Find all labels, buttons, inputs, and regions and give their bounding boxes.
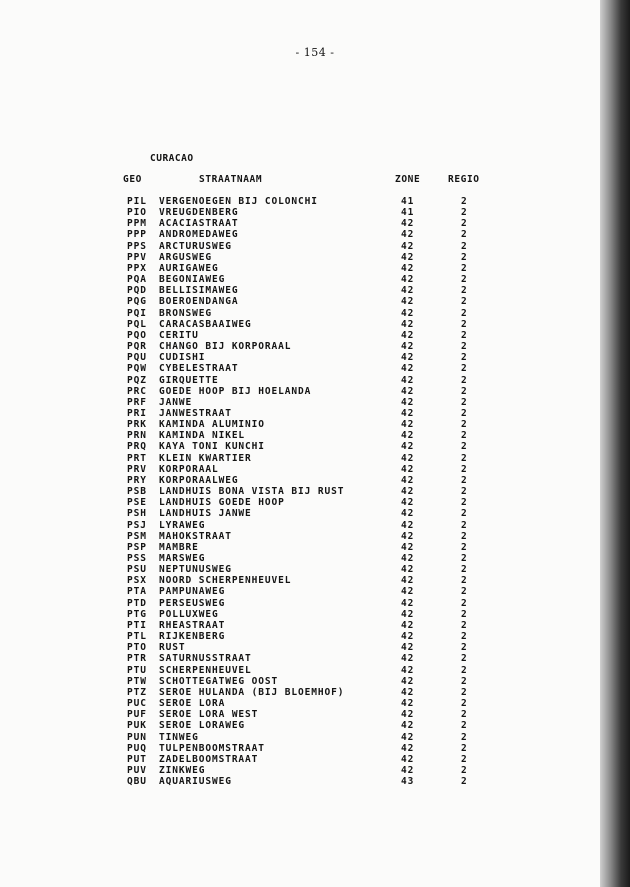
regio-cell: 2 <box>461 586 468 598</box>
table-row <box>0 754 600 765</box>
table-row <box>0 207 600 218</box>
table-row <box>0 196 600 207</box>
street-name-cell: CYBELESTRAAT <box>159 363 239 375</box>
regio-cell: 2 <box>461 541 468 553</box>
zone-cell: 42 <box>401 709 415 721</box>
geo-cell: PUF <box>127 709 147 721</box>
zone-cell: 42 <box>401 742 415 754</box>
street-table <box>0 196 600 787</box>
street-name-cell: LANDHUIS GOEDE HOOP <box>159 497 285 509</box>
zone-cell: 42 <box>401 541 415 553</box>
regio-cell: 2 <box>461 385 468 397</box>
regio-cell: 2 <box>461 441 468 453</box>
table-row <box>0 553 600 564</box>
table-row <box>0 631 600 642</box>
street-name-cell: VREUGDENBERG <box>159 207 239 219</box>
geo-cell: PUC <box>127 698 147 710</box>
zone-cell: 42 <box>401 474 415 486</box>
geo-cell: PRI <box>127 407 147 419</box>
table-row <box>0 375 600 386</box>
geo-cell: PUN <box>127 731 147 743</box>
street-name-cell: CHANGO BIJ KORPORAAL <box>159 341 292 353</box>
geo-cell: PQL <box>127 318 147 330</box>
geo-cell: PTW <box>127 675 147 687</box>
regio-cell: 2 <box>461 631 468 643</box>
zone-cell: 42 <box>401 608 415 620</box>
street-name-cell: TULPENBOOMSTRAAT <box>159 742 265 754</box>
geo-cell: PQU <box>127 352 147 364</box>
table-row <box>0 586 600 597</box>
geo-cell: PRY <box>127 474 147 486</box>
street-name-cell: SATURNUSSTRAAT <box>159 653 252 665</box>
regio-cell: 2 <box>461 274 468 286</box>
table-row <box>0 676 600 687</box>
regio-cell: 2 <box>461 653 468 665</box>
table-row <box>0 687 600 698</box>
street-name-cell: TINWEG <box>159 731 199 743</box>
regio-cell: 2 <box>461 575 468 587</box>
geo-cell: PSP <box>127 541 147 553</box>
table-row <box>0 508 600 519</box>
geo-cell: PUV <box>127 764 147 776</box>
geo-cell: PUQ <box>127 742 147 754</box>
street-name-cell: RUST <box>159 642 186 654</box>
regio-cell: 2 <box>461 430 468 442</box>
zone-cell: 42 <box>401 597 415 609</box>
zone-cell: 42 <box>401 486 415 498</box>
geo-cell: PQG <box>127 296 147 308</box>
table-row <box>0 575 600 586</box>
street-name-cell: KAMINDA NIKEL <box>159 430 246 442</box>
geo-cell: PPV <box>127 251 147 263</box>
street-name-cell: KAMINDA ALUMINIO <box>159 419 265 431</box>
regio-cell: 2 <box>461 776 468 788</box>
zone-cell: 42 <box>401 530 415 542</box>
street-name-cell: ANDROMEDAWEG <box>159 229 239 241</box>
table-row <box>0 386 600 397</box>
table-row <box>0 642 600 653</box>
table-row <box>0 330 600 341</box>
zone-cell: 42 <box>401 686 415 698</box>
street-name-cell: PAMPUNAWEG <box>159 586 226 598</box>
table-row <box>0 776 600 787</box>
geo-cell: PIL <box>127 196 147 207</box>
street-name-cell: GIRQUETTE <box>159 374 219 386</box>
geo-cell: PTG <box>127 608 147 620</box>
table-row <box>0 397 600 408</box>
street-name-cell: SCHERPENHEUVEL <box>159 664 252 676</box>
geo-cell: PTD <box>127 597 147 609</box>
table-row <box>0 743 600 754</box>
street-name-cell: CUDISHI <box>159 352 206 364</box>
geo-cell: PSB <box>127 486 147 498</box>
street-name-cell: ARGUSWEG <box>159 251 212 263</box>
section-title: CURACAO <box>150 153 194 164</box>
street-name-cell: BEGONIAWEG <box>159 274 226 286</box>
regio-cell: 2 <box>461 329 468 341</box>
street-name-cell: CERITU <box>159 329 199 341</box>
regio-cell: 2 <box>461 519 468 531</box>
street-name-cell: ZINKWEG <box>159 764 206 776</box>
street-name-cell: SCHOTTEGATWEG OOST <box>159 675 279 687</box>
street-name-cell: ACACIASTRAAT <box>159 218 239 230</box>
geo-cell: PRC <box>127 385 147 397</box>
zone-cell: 42 <box>401 262 415 274</box>
table-row <box>0 709 600 720</box>
zone-cell: 42 <box>401 463 415 475</box>
zone-cell: 41 <box>401 207 415 219</box>
table-row <box>0 419 600 430</box>
street-name-cell: LANDHUIS JANWE <box>159 508 252 520</box>
geo-cell: PQW <box>127 363 147 375</box>
zone-cell: 42 <box>401 374 415 386</box>
regio-cell: 2 <box>461 474 468 486</box>
table-row <box>0 564 600 575</box>
table-row <box>0 609 600 620</box>
zone-cell: 42 <box>401 396 415 408</box>
table-row <box>0 352 600 363</box>
regio-cell: 2 <box>461 720 468 732</box>
zone-cell: 42 <box>401 385 415 397</box>
zone-cell: 42 <box>401 731 415 743</box>
table-row <box>0 598 600 609</box>
table-row <box>0 341 600 352</box>
geo-cell: PRT <box>127 452 147 464</box>
table-row <box>0 486 600 497</box>
table-row <box>0 263 600 274</box>
geo-cell: PSS <box>127 553 147 564</box>
table-row <box>0 475 600 486</box>
regio-cell: 2 <box>461 396 468 408</box>
table-row <box>0 531 600 542</box>
zone-cell: 42 <box>401 419 415 431</box>
zone-cell: 42 <box>401 497 415 509</box>
street-name-cell: LYRAWEG <box>159 519 206 531</box>
zone-cell: 42 <box>401 508 415 520</box>
street-name-cell: VERGENOEGEN BIJ COLONCHI <box>159 196 318 207</box>
regio-cell: 2 <box>461 452 468 464</box>
street-name-cell: CARACASBAAIWEG <box>159 318 252 330</box>
regio-cell: 2 <box>461 352 468 364</box>
regio-cell: 2 <box>461 753 468 765</box>
geo-cell: PSE <box>127 497 147 509</box>
zone-cell: 42 <box>401 329 415 341</box>
table-row <box>0 765 600 776</box>
street-name-cell: KORPORAAL <box>159 463 219 475</box>
geo-cell: PTU <box>127 664 147 676</box>
zone-cell: 42 <box>401 240 415 252</box>
street-name-cell: KLEIN KWARTIER <box>159 452 252 464</box>
street-name-cell: PERSEUSWEG <box>159 597 226 609</box>
zone-cell: 42 <box>401 631 415 643</box>
geo-cell: PQO <box>127 329 147 341</box>
street-name-cell: BOEROENDANGA <box>159 296 239 308</box>
table-row <box>0 720 600 731</box>
street-name-cell: KAYA TONI KUNCHI <box>159 441 265 453</box>
regio-cell: 2 <box>461 318 468 330</box>
street-name-cell: BRONSWEG <box>159 307 212 319</box>
zone-cell: 42 <box>401 575 415 587</box>
regio-cell: 2 <box>461 374 468 386</box>
geo-cell: PSH <box>127 508 147 520</box>
regio-cell: 2 <box>461 553 468 564</box>
regio-cell: 2 <box>461 564 468 576</box>
regio-cell: 2 <box>461 341 468 353</box>
geo-cell: PPX <box>127 262 147 274</box>
street-name-cell: AURIGAWEG <box>159 262 219 274</box>
street-name-cell: MAMBRE <box>159 541 199 553</box>
table-row <box>0 274 600 285</box>
regio-cell: 2 <box>461 664 468 676</box>
column-header-geo: GEO <box>123 174 142 185</box>
column-header-straatnaam: STRAATNAAM <box>199 174 263 185</box>
zone-cell: 42 <box>401 274 415 286</box>
zone-cell: 42 <box>401 229 415 241</box>
street-name-cell: SEROE LORA <box>159 698 226 710</box>
geo-cell: PRQ <box>127 441 147 453</box>
regio-cell: 2 <box>461 764 468 776</box>
geo-cell: PQA <box>127 274 147 286</box>
zone-cell: 42 <box>401 764 415 776</box>
geo-cell: PTO <box>127 642 147 654</box>
geo-cell: PTI <box>127 619 147 631</box>
geo-cell: PQZ <box>127 374 147 386</box>
zone-cell: 42 <box>401 675 415 687</box>
geo-cell: PPM <box>127 218 147 230</box>
geo-cell: PQR <box>127 341 147 353</box>
table-row <box>0 464 600 475</box>
street-name-cell: LANDHUIS BONA VISTA BIJ RUST <box>159 486 345 498</box>
table-row <box>0 430 600 441</box>
zone-cell: 42 <box>401 753 415 765</box>
zone-cell: 42 <box>401 519 415 531</box>
geo-cell: PRV <box>127 463 147 475</box>
zone-cell: 42 <box>401 441 415 453</box>
street-name-cell: SEROE LORAWEG <box>159 720 246 732</box>
table-row <box>0 698 600 709</box>
regio-cell: 2 <box>461 497 468 509</box>
street-name-cell: NOORD SCHERPENHEUVEL <box>159 575 292 587</box>
table-row <box>0 620 600 631</box>
zone-cell: 42 <box>401 251 415 263</box>
table-row <box>0 665 600 676</box>
regio-cell: 2 <box>461 675 468 687</box>
geo-cell: PRF <box>127 396 147 408</box>
table-row <box>0 497 600 508</box>
street-name-cell: RHEASTRAAT <box>159 619 226 631</box>
street-name-cell: ARCTURUSWEG <box>159 240 232 252</box>
street-name-cell: BELLISIMAWEG <box>159 285 239 297</box>
zone-cell: 42 <box>401 653 415 665</box>
geo-cell: PTL <box>127 631 147 643</box>
regio-cell: 2 <box>461 463 468 475</box>
street-name-cell: JANWESTRAAT <box>159 407 232 419</box>
regio-cell: 2 <box>461 508 468 520</box>
zone-cell: 42 <box>401 664 415 676</box>
zone-cell: 42 <box>401 698 415 710</box>
regio-cell: 2 <box>461 307 468 319</box>
zone-cell: 42 <box>401 430 415 442</box>
zone-cell: 42 <box>401 586 415 598</box>
street-name-cell: SEROE HULANDA (BIJ BLOEMHOF) <box>159 686 345 698</box>
regio-cell: 2 <box>461 686 468 698</box>
street-name-cell: RIJKENBERG <box>159 631 226 643</box>
street-name-cell: POLLUXWEG <box>159 608 219 620</box>
regio-cell: 2 <box>461 619 468 631</box>
zone-cell: 42 <box>401 564 415 576</box>
regio-cell: 2 <box>461 742 468 754</box>
table-row <box>0 218 600 229</box>
geo-cell: PQI <box>127 307 147 319</box>
table-row <box>0 241 600 252</box>
geo-cell: PRN <box>127 430 147 442</box>
table-row <box>0 285 600 296</box>
regio-cell: 2 <box>461 530 468 542</box>
table-row <box>0 296 600 307</box>
geo-cell: PQD <box>127 285 147 297</box>
regio-cell: 2 <box>461 240 468 252</box>
street-name-cell: SEROE LORA WEST <box>159 709 259 721</box>
street-name-cell: ZADELBOOMSTRAAT <box>159 753 259 765</box>
column-header-regio: REGIO <box>448 174 480 185</box>
geo-cell: PTR <box>127 653 147 665</box>
geo-cell: PSX <box>127 575 147 587</box>
zone-cell: 42 <box>401 363 415 375</box>
regio-cell: 2 <box>461 608 468 620</box>
regio-cell: 2 <box>461 196 468 207</box>
geo-cell: PRK <box>127 419 147 431</box>
regio-cell: 2 <box>461 218 468 230</box>
geo-cell: PUK <box>127 720 147 732</box>
regio-cell: 2 <box>461 407 468 419</box>
column-header-zone: ZONE <box>395 174 421 185</box>
geo-cell: PSJ <box>127 519 147 531</box>
zone-cell: 42 <box>401 285 415 297</box>
regio-cell: 2 <box>461 642 468 654</box>
zone-cell: 42 <box>401 452 415 464</box>
geo-cell: PSM <box>127 530 147 542</box>
zone-cell: 42 <box>401 407 415 419</box>
zone-cell: 42 <box>401 296 415 308</box>
zone-cell: 42 <box>401 341 415 353</box>
table-row <box>0 363 600 374</box>
table-row <box>0 653 600 664</box>
geo-cell: PPS <box>127 240 147 252</box>
zone-cell: 42 <box>401 642 415 654</box>
regio-cell: 2 <box>461 285 468 297</box>
street-name-cell: GOEDE HOOP BIJ HOELANDA <box>159 385 312 397</box>
zone-cell: 42 <box>401 619 415 631</box>
zone-cell: 43 <box>401 776 415 788</box>
regio-cell: 2 <box>461 363 468 375</box>
page-number: - 154 - <box>295 46 335 59</box>
zone-cell: 41 <box>401 196 415 207</box>
street-name-cell: MAHOKSTRAAT <box>159 530 232 542</box>
table-row <box>0 453 600 464</box>
geo-cell: PTA <box>127 586 147 598</box>
zone-cell: 42 <box>401 553 415 564</box>
street-name-cell: JANWE <box>159 396 193 408</box>
zone-cell: 42 <box>401 720 415 732</box>
regio-cell: 2 <box>461 296 468 308</box>
zone-cell: 42 <box>401 318 415 330</box>
table-row <box>0 252 600 263</box>
street-name-cell: MARSWEG <box>159 553 206 564</box>
table-row <box>0 520 600 531</box>
zone-cell: 42 <box>401 307 415 319</box>
table-row <box>0 408 600 419</box>
table-row <box>0 308 600 319</box>
page-edge-shadow <box>600 0 630 887</box>
regio-cell: 2 <box>461 262 468 274</box>
table-row <box>0 542 600 553</box>
regio-cell: 2 <box>461 486 468 498</box>
geo-cell: PPP <box>127 229 147 241</box>
street-name-cell: AQUARIUSWEG <box>159 776 232 788</box>
regio-cell: 2 <box>461 597 468 609</box>
geo-cell: PSU <box>127 564 147 576</box>
regio-cell: 2 <box>461 229 468 241</box>
regio-cell: 2 <box>461 709 468 721</box>
table-row <box>0 229 600 240</box>
zone-cell: 42 <box>401 352 415 364</box>
table-row <box>0 441 600 452</box>
regio-cell: 2 <box>461 207 468 219</box>
geo-cell: QBU <box>127 776 147 788</box>
geo-cell: PTZ <box>127 686 147 698</box>
geo-cell: PUT <box>127 753 147 765</box>
geo-cell: PIO <box>127 207 147 219</box>
regio-cell: 2 <box>461 251 468 263</box>
regio-cell: 2 <box>461 419 468 431</box>
street-name-cell: NEPTUNUSWEG <box>159 564 232 576</box>
zone-cell: 42 <box>401 218 415 230</box>
regio-cell: 2 <box>461 731 468 743</box>
regio-cell: 2 <box>461 698 468 710</box>
table-row <box>0 732 600 743</box>
table-row <box>0 319 600 330</box>
street-name-cell: KORPORAALWEG <box>159 474 239 486</box>
